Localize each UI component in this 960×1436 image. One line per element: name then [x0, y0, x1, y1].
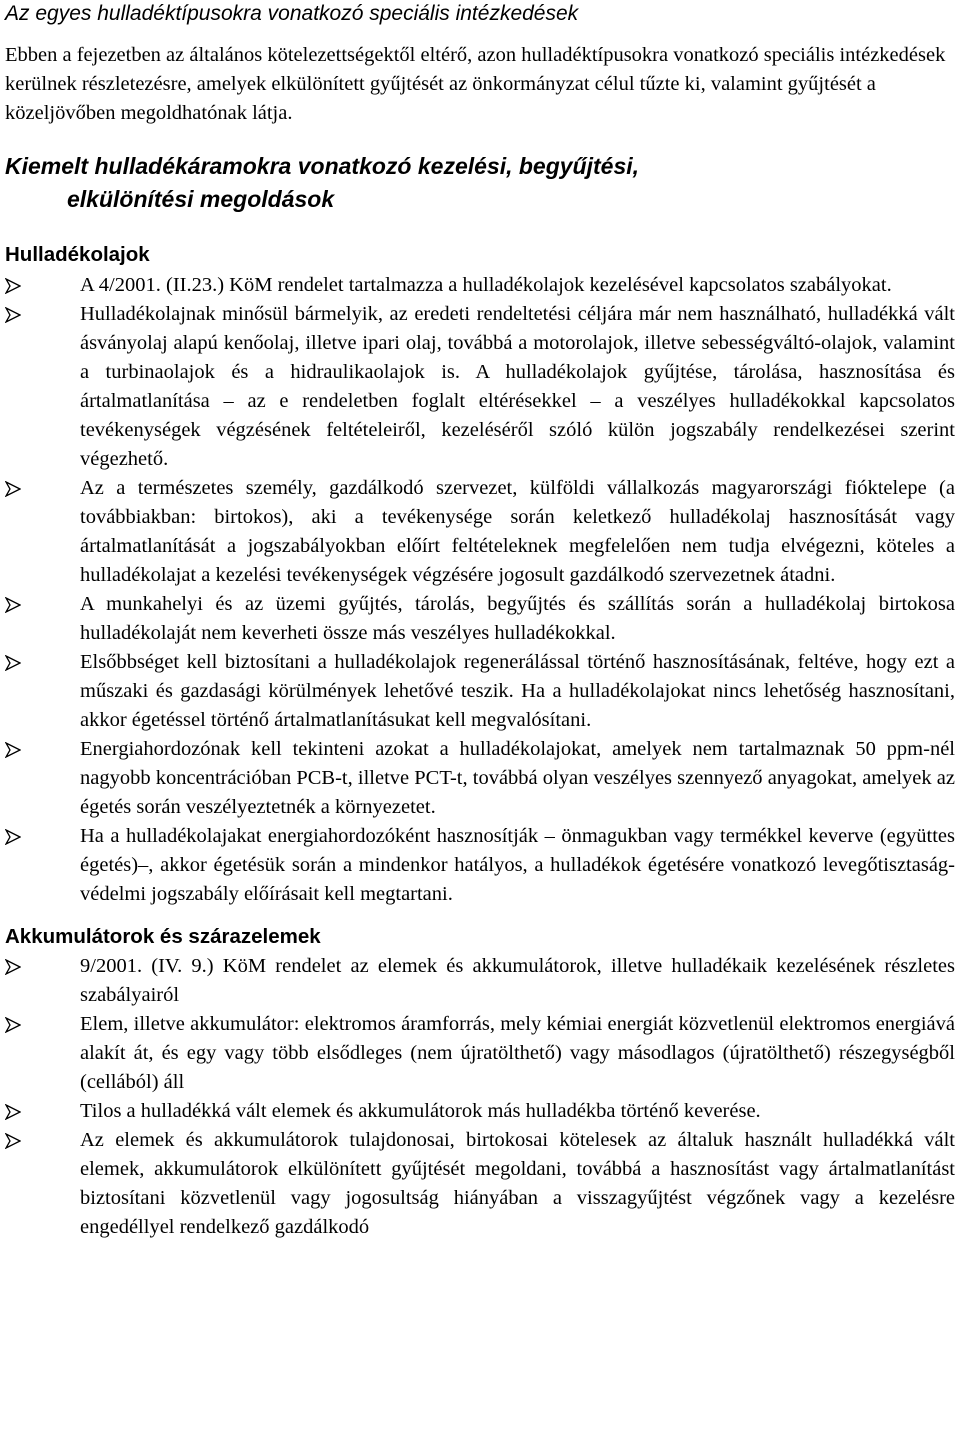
list-item — [5, 590, 955, 648]
list-item-text: Elsőbbséget kell biztosítani a hulladékolajok regenerálással történő hasznosításának, feltéve, hogy ezt a műszaki és gazdasági körülmények lehetővé teszik. Ha a hulladékolajokat nincs lehetőség hasznosítani, akkor égetéssel történő ártalmatlanításukat kell megvalósítani. — [80, 651, 955, 731]
subheading-line2: elkülönítési megoldások — [67, 186, 335, 212]
batteries-heading: Akkumulátorok és szárazelemek — [5, 925, 321, 948]
list-item-text: Tilos a hulladékká vált elemek és akkumulátorok más hulladékba történő keverése. — [80, 1100, 761, 1122]
intro-paragraph: Ebben a fejezetben az általános kötelezettségektől eltérő, azon hulladéktípusokra vonatkozó speciális intézkedések kerülnek részletezésre, amelyek elkülönített gyűjtését az önkormányzat célul tűzte ki, valamint gyűjtését a közeljövőben megoldhatónak látja. — [5, 44, 946, 124]
batteries-list — [5, 952, 955, 1242]
list-item — [5, 735, 955, 822]
arrowhead-bullet-icon — [5, 481, 21, 497]
list-item — [5, 1097, 955, 1126]
arrowhead-bullet-icon — [5, 829, 21, 845]
list-item-text: A 4/2001. (II.23.) KöM rendelet tartalmazza a hulladékolajok kezelésével kapcsolatos szabályokat. — [80, 274, 892, 296]
list-item — [5, 822, 955, 909]
document-page — [5, 0, 955, 1242]
arrowhead-bullet-icon — [5, 597, 21, 613]
list-item-text: A munkahelyi és az üzemi gyűjtés, tárolás, begyűjtés és szállítás során a hulladékolaj birtokosa hulladékolaját nem keverheti össze más veszélyes hulladékokkal. — [80, 593, 955, 644]
list-item — [5, 271, 955, 300]
arrowhead-bullet-icon — [5, 742, 21, 758]
list-item-text: Elem, illetve akkumulátor: elektromos áramforrás, mely kémiai energiát közvetlenül elektromos energiává alakít át, és egy vagy több elsődleges (nem újratölthető) vagy másodlagos (újratölthető) részegységből (cellából) áll — [80, 1013, 955, 1093]
waste-oils-list — [5, 271, 955, 909]
arrowhead-bullet-icon — [5, 307, 21, 323]
list-item — [5, 300, 955, 474]
arrowhead-bullet-icon — [5, 1017, 21, 1033]
subheading — [5, 150, 955, 216]
list-item — [5, 1126, 955, 1242]
arrowhead-bullet-icon — [5, 1133, 21, 1149]
list-item — [5, 474, 955, 590]
arrowhead-bullet-icon — [5, 1104, 21, 1120]
list-item — [5, 1010, 955, 1097]
list-item — [5, 952, 955, 1010]
list-item-text: Az a természetes személy, gazdálkodó szervezet, külföldi vállalkozás magyarországi fióktelepe (a továbbiakban: birtokos), aki a tevékenysége során keletkező hulladékolaj hasznosítását vagy ártalmatlanítását a jogszabályokban előírt feltételeknek megfelelően nem tudja elvégezni, köteles a hulladékolajat a kezelési tevékenységek végzésére jogosult gazdálkodó szervezetnek átadni. — [80, 477, 955, 586]
list-item-text: 9/2001. (IV. 9.) KöM rendelet az elemek és akkumulátorok, illetve hulladékaik kezelésének részletes szabályairól — [80, 955, 955, 1006]
section-title: Az egyes hulladéktípusokra vonatkozó speciális intézkedések — [5, 2, 579, 25]
waste-oils-heading: Hulladékolajok — [5, 243, 150, 266]
arrowhead-bullet-icon — [5, 278, 21, 294]
subheading-line1: Kiemelt hulladékáramokra vonatkozó kezelési, begyűjtési, — [5, 153, 640, 179]
list-item — [5, 648, 955, 735]
arrowhead-bullet-icon — [5, 959, 21, 975]
arrowhead-bullet-icon — [5, 655, 21, 671]
list-item-text: Hulladékolajnak minősül bármelyik, az eredeti rendeltetési céljára már nem használható, hulladékká vált ásványolaj alapú kenőolaj, illetve ipari olaj, továbbá a motorolajok, illetve sebességváltó-olajok, valamint a turbinaolajok és a hidraulikaolajok is. A hulladékolajok gyűjtése, tárolása, hasznosítása és ártalmatlanítása – az e rendeletben foglalt eltérésekkel – a veszélyes hulladékokkal kapcsolatos tevékenységek végzésének feltételeiről, kezeléséről szóló külön jogszabály rendelkezései szerint végezhető. — [80, 303, 955, 470]
list-item-text: Ha a hulladékolajakat energiahordozóként hasznosítják – önmagukban vagy termékkel keverve (együttes égetés)–, akkor égetésük során a mindenkor hatályos, a hulladékok égetésére vonatkozó levegőtisztaság-védelmi jogszabály előírásait kell megtartani. — [80, 825, 955, 905]
list-item-text: Energiahordozónak kell tekinteni azokat a hulladékolajokat, amelyek nem tartalmaznak 50 ppm-nél nagyobb koncentrációban PCB-t, illetve PCT-t, továbbá olyan veszélyes szennyező anyagokat, amelyek az égetés során veszélyeztetnék a környezetet. — [80, 738, 955, 818]
list-item-text: Az elemek és akkumulátorok tulajdonosai, birtokosai kötelesek az általuk használt hulladékká vált elemek, akkumulátorok elkülönített gyűjtését megoldani, továbbá a hasznosítást vagy ártalmatlanítást biztosítani közvetlenül vagy jogosultság hiányában a visszagyűjtést végzőnek vagy a kezelésre engedéllyel rendelkező gazdálkodó — [80, 1129, 955, 1238]
